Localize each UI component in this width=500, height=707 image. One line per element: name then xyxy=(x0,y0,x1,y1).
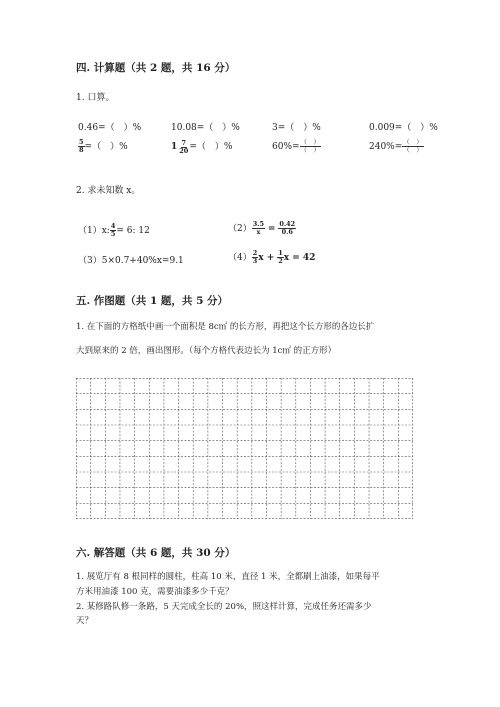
fraction: $\frac{5}{8}$ xyxy=(79,138,84,154)
equation-4: （4） $\frac{2}{3}$ x + $\frac{1}{2}$ x = 42 xyxy=(228,249,316,265)
oral-calc-item: 10.08=（ ）% xyxy=(171,123,240,133)
oral-calc-item: 1 $\frac{7}{20}$ =（ ）% xyxy=(171,138,233,155)
section6-title: 六. 解答题（共 6 题，共 30 分） xyxy=(76,547,236,559)
question-text: 方米用油漆 100 克，需要油漆多少千克？ xyxy=(76,587,234,597)
section5-title: 五. 作图题（共 1 题，共 5 分） xyxy=(76,295,229,307)
fraction: $\frac{( )}{( )}$ xyxy=(300,138,321,154)
equation-3: （3）5×0.7+40%x=9.1 xyxy=(78,256,184,266)
section4-title: 四. 计算题（共 2 题，共 16 分） xyxy=(76,62,236,74)
question-text: 2. 某修路队修一条路，5 天完成全长的 20%，照这样计算，完成任务还需多少 xyxy=(76,602,372,612)
question-text: 1. 展览厅有 8 根同样的圆柱，柱高 10 米，直径 1 米，全都刷上油漆，如果每平 xyxy=(76,572,380,582)
q2-label: 2. 求未知数 x。 xyxy=(76,186,141,196)
oral-calc-item: 60%= $\frac{( )}{( )}$ xyxy=(272,138,321,154)
equation-1: （1）x: $\frac{4}{5}$ = 6: 12 xyxy=(78,222,150,238)
fraction: $\frac{7}{20}$ xyxy=(179,138,189,155)
q1-label: 1. 口算。 xyxy=(76,93,115,103)
grid-paper[interactable] xyxy=(76,378,413,519)
equation-2: （2） $\frac{3.5}{x}$ = $\frac{0.42}{0.6}$ xyxy=(228,220,296,236)
question-text: 1. 在下面的方格纸中画一个面积是 8c㎡ 的长方形，再把这个长方形的各边长扩 xyxy=(76,322,375,332)
oral-calc-item: 0.009=（ ）% xyxy=(369,123,438,133)
oral-calc-item: $\frac{5}{8}$ =（ ）% xyxy=(79,138,128,154)
question-text: 天？ xyxy=(76,616,94,626)
oral-calc-item: 240%= $\frac{( )}{( )}$ xyxy=(369,138,423,154)
question-text: 大到原来的 2 倍，画出图形。（每个方格代表边长为 1c㎡ 的正方形） xyxy=(76,346,337,356)
oral-calc-item: 3=（ ）% xyxy=(272,123,321,133)
fraction: $\frac{( )}{( )}$ xyxy=(403,138,423,154)
oral-calc-item: 0.46=（ ）% xyxy=(78,123,142,133)
